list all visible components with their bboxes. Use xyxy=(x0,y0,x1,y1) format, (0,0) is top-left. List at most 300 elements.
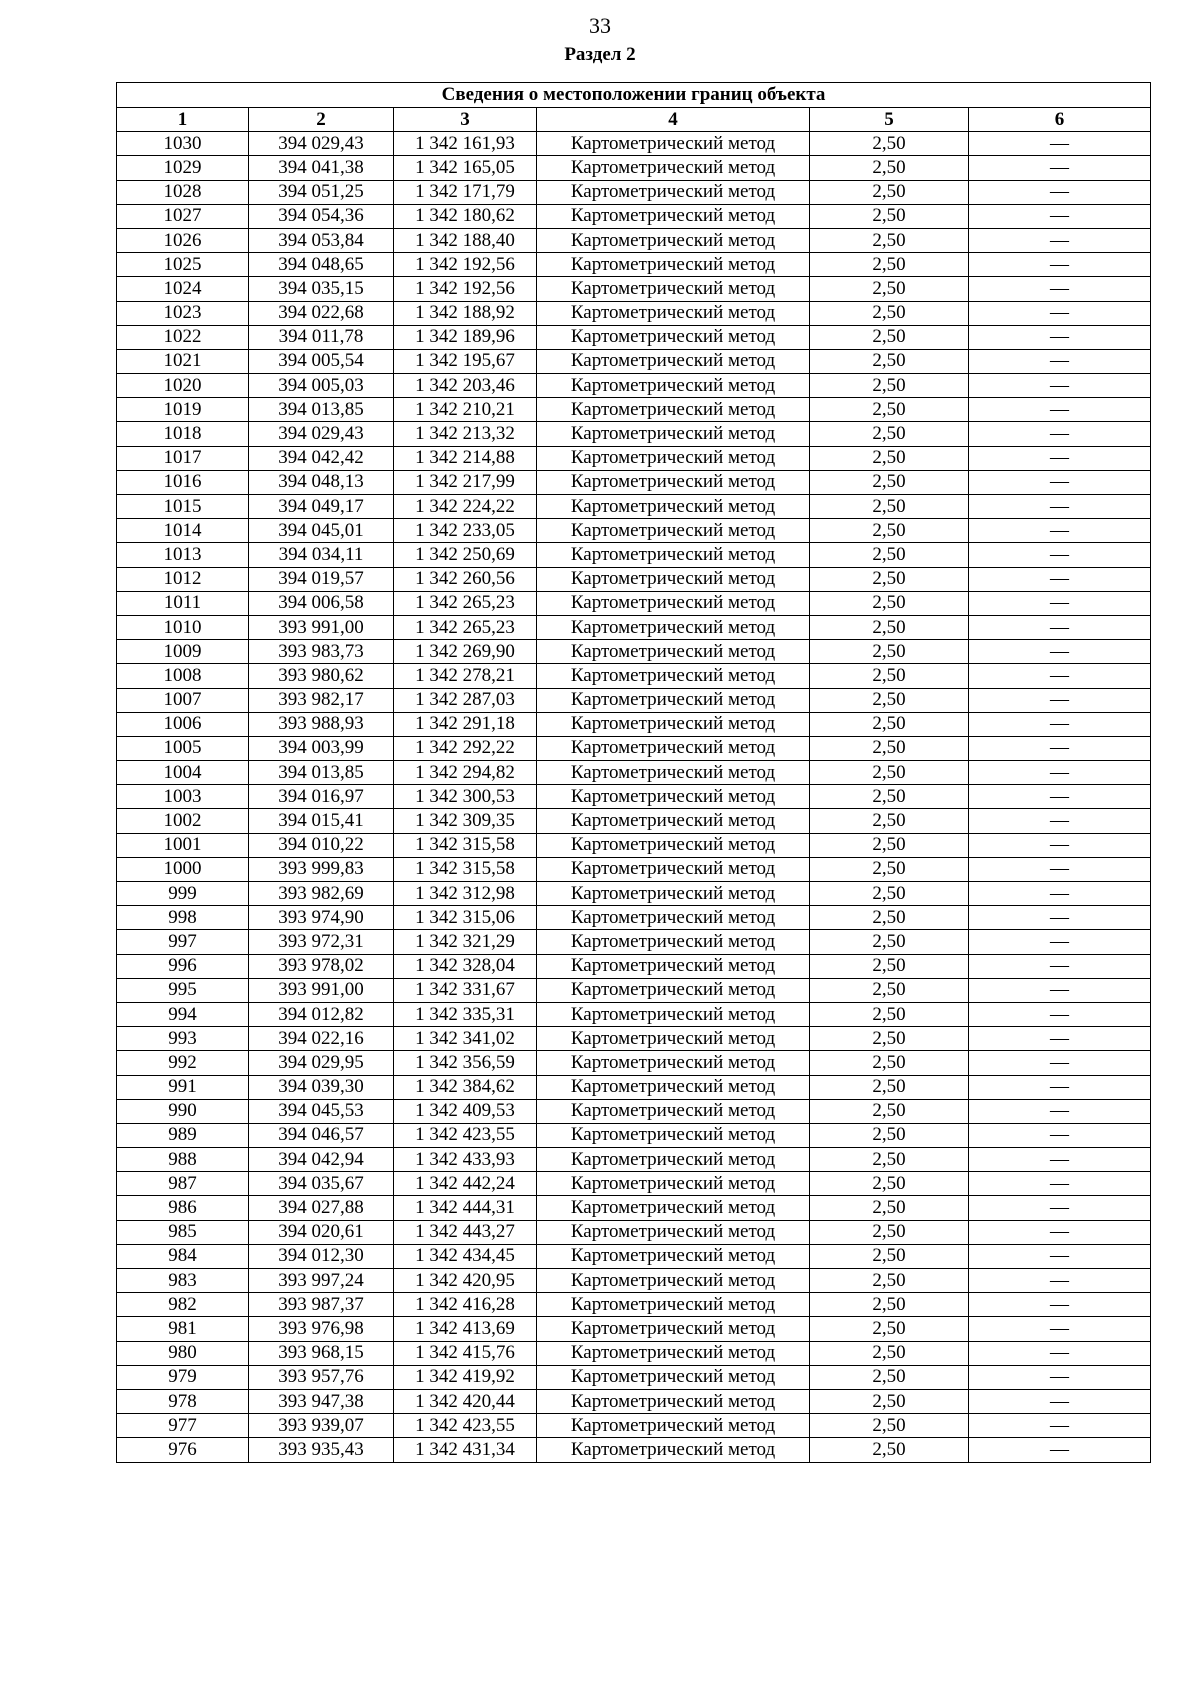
x-coordinate-cell: 394 015,41 xyxy=(249,809,394,833)
note-cell: — xyxy=(969,664,1151,688)
table-row xyxy=(117,615,1151,639)
x-coordinate-cell: 394 046,57 xyxy=(249,1123,394,1147)
table-row xyxy=(117,470,1151,494)
x-coordinate-cell: 394 029,43 xyxy=(249,422,394,446)
x-coordinate-cell: 394 051,25 xyxy=(249,180,394,204)
y-coordinate-cell: 1 342 300,53 xyxy=(394,785,537,809)
accuracy-cell: 2,50 xyxy=(810,809,969,833)
x-coordinate-cell: 393 988,93 xyxy=(249,712,394,736)
y-coordinate-cell: 1 342 384,62 xyxy=(394,1075,537,1099)
point-number-cell: 986 xyxy=(117,1196,249,1220)
note-cell: — xyxy=(969,156,1151,180)
table-row xyxy=(117,132,1151,156)
point-number-cell: 1026 xyxy=(117,228,249,252)
note-cell: — xyxy=(969,1438,1151,1462)
table-row xyxy=(117,930,1151,954)
point-number-cell: 1025 xyxy=(117,253,249,277)
accuracy-cell: 2,50 xyxy=(810,519,969,543)
table-row xyxy=(117,374,1151,398)
y-coordinate-cell: 1 342 434,45 xyxy=(394,1244,537,1268)
table-row xyxy=(117,422,1151,446)
method-cell: Картометрический метод xyxy=(537,664,810,688)
note-cell: — xyxy=(969,543,1151,567)
y-coordinate-cell: 1 342 321,29 xyxy=(394,930,537,954)
x-coordinate-cell: 394 012,82 xyxy=(249,1002,394,1026)
point-number-cell: 993 xyxy=(117,1027,249,1051)
method-cell: Картометрический метод xyxy=(537,543,810,567)
accuracy-cell: 2,50 xyxy=(810,228,969,252)
x-coordinate-cell: 394 020,61 xyxy=(249,1220,394,1244)
method-cell: Картометрический метод xyxy=(537,1123,810,1147)
x-coordinate-cell: 394 013,85 xyxy=(249,398,394,422)
note-cell: — xyxy=(969,736,1151,760)
x-coordinate-cell: 394 048,65 xyxy=(249,253,394,277)
section-title: Раздел 2 xyxy=(564,44,636,65)
note-cell: — xyxy=(969,882,1151,906)
x-coordinate-cell: 394 013,85 xyxy=(249,761,394,785)
table-header xyxy=(117,83,1151,132)
x-coordinate-cell: 394 053,84 xyxy=(249,228,394,252)
table-row xyxy=(117,446,1151,470)
accuracy-cell: 2,50 xyxy=(810,1341,969,1365)
table-row xyxy=(117,688,1151,712)
x-coordinate-cell: 393 999,83 xyxy=(249,857,394,881)
method-cell: Картометрический метод xyxy=(537,1269,810,1293)
column-header: 2 xyxy=(249,108,394,132)
method-cell: Картометрический метод xyxy=(537,1051,810,1075)
method-cell: Картометрический метод xyxy=(537,1293,810,1317)
x-coordinate-cell: 394 022,68 xyxy=(249,301,394,325)
x-coordinate-cell: 394 003,99 xyxy=(249,736,394,760)
table-row xyxy=(117,1269,1151,1293)
accuracy-cell: 2,50 xyxy=(810,664,969,688)
y-coordinate-cell: 1 342 217,99 xyxy=(394,470,537,494)
y-coordinate-cell: 1 342 315,58 xyxy=(394,857,537,881)
note-cell: — xyxy=(969,1027,1151,1051)
x-coordinate-cell: 393 991,00 xyxy=(249,978,394,1002)
point-number-cell: 1006 xyxy=(117,712,249,736)
method-cell: Картометрический метод xyxy=(537,1438,810,1462)
point-number-cell: 984 xyxy=(117,1244,249,1268)
method-cell: Картометрический метод xyxy=(537,253,810,277)
method-cell: Картометрический метод xyxy=(537,857,810,881)
note-cell: — xyxy=(969,398,1151,422)
accuracy-cell: 2,50 xyxy=(810,1389,969,1413)
y-coordinate-cell: 1 342 433,93 xyxy=(394,1148,537,1172)
accuracy-cell: 2,50 xyxy=(810,615,969,639)
note-cell: — xyxy=(969,591,1151,615)
point-number-cell: 1009 xyxy=(117,640,249,664)
accuracy-cell: 2,50 xyxy=(810,1002,969,1026)
x-coordinate-cell: 394 019,57 xyxy=(249,567,394,591)
note-cell: — xyxy=(969,180,1151,204)
method-cell: Картометрический метод xyxy=(537,156,810,180)
method-cell: Картометрический метод xyxy=(537,1172,810,1196)
y-coordinate-cell: 1 342 409,53 xyxy=(394,1099,537,1123)
note-cell: — xyxy=(969,1002,1151,1026)
y-coordinate-cell: 1 342 171,79 xyxy=(394,180,537,204)
x-coordinate-cell: 393 987,37 xyxy=(249,1293,394,1317)
x-coordinate-cell: 393 935,43 xyxy=(249,1438,394,1462)
accuracy-cell: 2,50 xyxy=(810,736,969,760)
y-coordinate-cell: 1 342 431,34 xyxy=(394,1438,537,1462)
table-row xyxy=(117,1002,1151,1026)
y-coordinate-cell: 1 342 413,69 xyxy=(394,1317,537,1341)
note-cell: — xyxy=(969,1172,1151,1196)
x-coordinate-cell: 394 045,01 xyxy=(249,519,394,543)
x-coordinate-cell: 393 972,31 xyxy=(249,930,394,954)
point-number-cell: 995 xyxy=(117,978,249,1002)
point-number-cell: 1028 xyxy=(117,180,249,204)
y-coordinate-cell: 1 342 189,96 xyxy=(394,325,537,349)
point-number-cell: 982 xyxy=(117,1293,249,1317)
table-row xyxy=(117,1317,1151,1341)
accuracy-cell: 2,50 xyxy=(810,930,969,954)
note-cell: — xyxy=(969,204,1151,228)
table-row xyxy=(117,543,1151,567)
method-cell: Картометрический метод xyxy=(537,906,810,930)
method-cell: Картометрический метод xyxy=(537,1075,810,1099)
note-cell: — xyxy=(969,785,1151,809)
table-row xyxy=(117,398,1151,422)
column-header: 3 xyxy=(394,108,537,132)
note-cell: — xyxy=(969,857,1151,881)
x-coordinate-cell: 393 939,07 xyxy=(249,1414,394,1438)
table-row xyxy=(117,1341,1151,1365)
x-coordinate-cell: 394 048,13 xyxy=(249,470,394,494)
method-cell: Картометрический метод xyxy=(537,1244,810,1268)
table-row xyxy=(117,495,1151,519)
y-coordinate-cell: 1 342 415,76 xyxy=(394,1341,537,1365)
y-coordinate-cell: 1 342 278,21 xyxy=(394,664,537,688)
accuracy-cell: 2,50 xyxy=(810,422,969,446)
x-coordinate-cell: 394 016,97 xyxy=(249,785,394,809)
point-number-cell: 992 xyxy=(117,1051,249,1075)
method-cell: Картометрический метод xyxy=(537,1389,810,1413)
table-row xyxy=(117,591,1151,615)
method-cell: Картометрический метод xyxy=(537,954,810,978)
x-coordinate-cell: 394 042,42 xyxy=(249,446,394,470)
note-cell: — xyxy=(969,495,1151,519)
point-number-cell: 1018 xyxy=(117,422,249,446)
table-row xyxy=(117,228,1151,252)
table-row xyxy=(117,978,1151,1002)
table-caption-row xyxy=(117,83,1151,108)
note-cell: — xyxy=(969,930,1151,954)
accuracy-cell: 2,50 xyxy=(810,398,969,422)
note-cell: — xyxy=(969,954,1151,978)
point-number-cell: 1014 xyxy=(117,519,249,543)
method-cell: Картометрический метод xyxy=(537,398,810,422)
accuracy-cell: 2,50 xyxy=(810,156,969,180)
x-coordinate-cell: 394 010,22 xyxy=(249,833,394,857)
note-cell: — xyxy=(969,228,1151,252)
note-cell: — xyxy=(969,301,1151,325)
accuracy-cell: 2,50 xyxy=(810,712,969,736)
x-coordinate-cell: 394 035,15 xyxy=(249,277,394,301)
table-row xyxy=(117,1051,1151,1075)
accuracy-cell: 2,50 xyxy=(810,495,969,519)
accuracy-cell: 2,50 xyxy=(810,1099,969,1123)
table-row xyxy=(117,882,1151,906)
method-cell: Картометрический метод xyxy=(537,591,810,615)
x-coordinate-cell: 394 005,03 xyxy=(249,374,394,398)
accuracy-cell: 2,50 xyxy=(810,761,969,785)
point-number-cell: 1015 xyxy=(117,495,249,519)
note-cell: — xyxy=(969,978,1151,1002)
y-coordinate-cell: 1 342 192,56 xyxy=(394,277,537,301)
method-cell: Картометрический метод xyxy=(537,446,810,470)
table-row xyxy=(117,349,1151,373)
note-cell: — xyxy=(969,325,1151,349)
y-coordinate-cell: 1 342 269,90 xyxy=(394,640,537,664)
accuracy-cell: 2,50 xyxy=(810,349,969,373)
table-caption: Сведения о местоположении границ объекта xyxy=(117,83,1151,108)
point-number-cell: 989 xyxy=(117,1123,249,1147)
point-number-cell: 1007 xyxy=(117,688,249,712)
column-header: 5 xyxy=(810,108,969,132)
accuracy-cell: 2,50 xyxy=(810,978,969,1002)
y-coordinate-cell: 1 342 192,56 xyxy=(394,253,537,277)
note-cell: — xyxy=(969,1051,1151,1075)
x-coordinate-cell: 394 049,17 xyxy=(249,495,394,519)
method-cell: Картометрический метод xyxy=(537,1196,810,1220)
table-row xyxy=(117,1172,1151,1196)
point-number-cell: 980 xyxy=(117,1341,249,1365)
y-coordinate-cell: 1 342 419,92 xyxy=(394,1365,537,1389)
accuracy-cell: 2,50 xyxy=(810,204,969,228)
note-cell: — xyxy=(969,470,1151,494)
table-row xyxy=(117,857,1151,881)
note-cell: — xyxy=(969,277,1151,301)
y-coordinate-cell: 1 342 335,31 xyxy=(394,1002,537,1026)
accuracy-cell: 2,50 xyxy=(810,132,969,156)
method-cell: Картометрический метод xyxy=(537,785,810,809)
accuracy-cell: 2,50 xyxy=(810,688,969,712)
table-row xyxy=(117,1123,1151,1147)
y-coordinate-cell: 1 342 420,95 xyxy=(394,1269,537,1293)
x-coordinate-cell: 393 968,15 xyxy=(249,1341,394,1365)
method-cell: Картометрический метод xyxy=(537,712,810,736)
accuracy-cell: 2,50 xyxy=(810,1244,969,1268)
table-row xyxy=(117,567,1151,591)
accuracy-cell: 2,50 xyxy=(810,301,969,325)
table-row xyxy=(117,1099,1151,1123)
note-cell: — xyxy=(969,422,1151,446)
x-coordinate-cell: 393 982,69 xyxy=(249,882,394,906)
note-cell: — xyxy=(969,1123,1151,1147)
table-row xyxy=(117,1414,1151,1438)
point-number-cell: 979 xyxy=(117,1365,249,1389)
y-coordinate-cell: 1 342 180,62 xyxy=(394,204,537,228)
x-coordinate-cell: 394 042,94 xyxy=(249,1148,394,1172)
point-number-cell: 1004 xyxy=(117,761,249,785)
note-cell: — xyxy=(969,906,1151,930)
table-row xyxy=(117,954,1151,978)
method-cell: Картометрический метод xyxy=(537,833,810,857)
accuracy-cell: 2,50 xyxy=(810,882,969,906)
method-cell: Картометрический метод xyxy=(537,978,810,1002)
accuracy-cell: 2,50 xyxy=(810,1220,969,1244)
method-cell: Картометрический метод xyxy=(537,761,810,785)
method-cell: Картометрический метод xyxy=(537,325,810,349)
note-cell: — xyxy=(969,1414,1151,1438)
y-coordinate-cell: 1 342 423,55 xyxy=(394,1414,537,1438)
x-coordinate-cell: 393 980,62 xyxy=(249,664,394,688)
accuracy-cell: 2,50 xyxy=(810,1148,969,1172)
y-coordinate-cell: 1 342 214,88 xyxy=(394,446,537,470)
y-coordinate-cell: 1 342 195,67 xyxy=(394,349,537,373)
table-row xyxy=(117,761,1151,785)
x-coordinate-cell: 394 027,88 xyxy=(249,1196,394,1220)
y-coordinate-cell: 1 342 328,04 xyxy=(394,954,537,978)
table-row xyxy=(117,1027,1151,1051)
y-coordinate-cell: 1 342 265,23 xyxy=(394,591,537,615)
table-row xyxy=(117,519,1151,543)
note-cell: — xyxy=(969,567,1151,591)
note-cell: — xyxy=(969,1293,1151,1317)
point-number-cell: 1023 xyxy=(117,301,249,325)
note-cell: — xyxy=(969,640,1151,664)
table-row xyxy=(117,1389,1151,1413)
method-cell: Картометрический метод xyxy=(537,1220,810,1244)
point-number-cell: 1011 xyxy=(117,591,249,615)
note-cell: — xyxy=(969,761,1151,785)
x-coordinate-cell: 394 011,78 xyxy=(249,325,394,349)
y-coordinate-cell: 1 342 331,67 xyxy=(394,978,537,1002)
method-cell: Картометрический метод xyxy=(537,1365,810,1389)
method-cell: Картометрический метод xyxy=(537,228,810,252)
x-coordinate-cell: 394 012,30 xyxy=(249,1244,394,1268)
note-cell: — xyxy=(969,132,1151,156)
note-cell: — xyxy=(969,349,1151,373)
method-cell: Картометрический метод xyxy=(537,422,810,446)
note-cell: — xyxy=(969,1365,1151,1389)
note-cell: — xyxy=(969,712,1151,736)
x-coordinate-cell: 393 983,73 xyxy=(249,640,394,664)
accuracy-cell: 2,50 xyxy=(810,277,969,301)
y-coordinate-cell: 1 342 356,59 xyxy=(394,1051,537,1075)
table-body xyxy=(117,132,1151,1462)
accuracy-cell: 2,50 xyxy=(810,1365,969,1389)
x-coordinate-cell: 394 039,30 xyxy=(249,1075,394,1099)
table-row xyxy=(117,833,1151,857)
accuracy-cell: 2,50 xyxy=(810,1172,969,1196)
point-number-cell: 985 xyxy=(117,1220,249,1244)
y-coordinate-cell: 1 342 444,31 xyxy=(394,1196,537,1220)
accuracy-cell: 2,50 xyxy=(810,1293,969,1317)
method-cell: Картометрический метод xyxy=(537,1341,810,1365)
y-coordinate-cell: 1 342 442,24 xyxy=(394,1172,537,1196)
accuracy-cell: 2,50 xyxy=(810,1075,969,1099)
accuracy-cell: 2,50 xyxy=(810,325,969,349)
method-cell: Картометрический метод xyxy=(537,349,810,373)
note-cell: — xyxy=(969,1075,1151,1099)
point-number-cell: 987 xyxy=(117,1172,249,1196)
method-cell: Картометрический метод xyxy=(537,1027,810,1051)
y-coordinate-cell: 1 342 287,03 xyxy=(394,688,537,712)
accuracy-cell: 2,50 xyxy=(810,1317,969,1341)
point-number-cell: 1010 xyxy=(117,615,249,639)
column-header: 6 xyxy=(969,108,1151,132)
x-coordinate-cell: 394 029,43 xyxy=(249,132,394,156)
note-cell: — xyxy=(969,615,1151,639)
accuracy-cell: 2,50 xyxy=(810,857,969,881)
note-cell: — xyxy=(969,1341,1151,1365)
table-row xyxy=(117,156,1151,180)
point-number-cell: 976 xyxy=(117,1438,249,1462)
x-coordinate-cell: 394 029,95 xyxy=(249,1051,394,1075)
point-number-cell: 997 xyxy=(117,930,249,954)
note-cell: — xyxy=(969,688,1151,712)
note-cell: — xyxy=(969,519,1151,543)
method-cell: Картометрический метод xyxy=(537,567,810,591)
x-coordinate-cell: 393 974,90 xyxy=(249,906,394,930)
point-number-cell: 1030 xyxy=(117,132,249,156)
method-cell: Картометрический метод xyxy=(537,180,810,204)
accuracy-cell: 2,50 xyxy=(810,954,969,978)
table-row xyxy=(117,1148,1151,1172)
point-number-cell: 1013 xyxy=(117,543,249,567)
point-number-cell: 1002 xyxy=(117,809,249,833)
point-number-cell: 1027 xyxy=(117,204,249,228)
point-number-cell: 994 xyxy=(117,1002,249,1026)
boundary-coordinates-table xyxy=(116,82,1151,1463)
method-cell: Картометрический метод xyxy=(537,1002,810,1026)
accuracy-cell: 2,50 xyxy=(810,1027,969,1051)
accuracy-cell: 2,50 xyxy=(810,640,969,664)
method-cell: Картометрический метод xyxy=(537,1099,810,1123)
point-number-cell: 1024 xyxy=(117,277,249,301)
table-row xyxy=(117,1220,1151,1244)
accuracy-cell: 2,50 xyxy=(810,1414,969,1438)
point-number-cell: 998 xyxy=(117,906,249,930)
y-coordinate-cell: 1 342 265,23 xyxy=(394,615,537,639)
method-cell: Картометрический метод xyxy=(537,374,810,398)
note-cell: — xyxy=(969,1244,1151,1268)
point-number-cell: 1029 xyxy=(117,156,249,180)
note-cell: — xyxy=(969,1269,1151,1293)
point-number-cell: 1020 xyxy=(117,374,249,398)
method-cell: Картометрический метод xyxy=(537,470,810,494)
x-coordinate-cell: 393 978,02 xyxy=(249,954,394,978)
method-cell: Картометрический метод xyxy=(537,640,810,664)
accuracy-cell: 2,50 xyxy=(810,591,969,615)
point-number-cell: 1017 xyxy=(117,446,249,470)
point-number-cell: 978 xyxy=(117,1389,249,1413)
table-row xyxy=(117,253,1151,277)
table-row xyxy=(117,1365,1151,1389)
table-row xyxy=(117,1438,1151,1462)
method-cell: Картометрический метод xyxy=(537,204,810,228)
table-row xyxy=(117,1075,1151,1099)
point-number-cell: 1008 xyxy=(117,664,249,688)
y-coordinate-cell: 1 342 309,35 xyxy=(394,809,537,833)
point-number-cell: 996 xyxy=(117,954,249,978)
x-coordinate-cell: 394 005,54 xyxy=(249,349,394,373)
table-row xyxy=(117,1196,1151,1220)
table-row xyxy=(117,277,1151,301)
column-header: 4 xyxy=(537,108,810,132)
note-cell: — xyxy=(969,446,1151,470)
point-number-cell: 1005 xyxy=(117,736,249,760)
y-coordinate-cell: 1 342 341,02 xyxy=(394,1027,537,1051)
method-cell: Картометрический метод xyxy=(537,277,810,301)
accuracy-cell: 2,50 xyxy=(810,253,969,277)
y-coordinate-cell: 1 342 203,46 xyxy=(394,374,537,398)
page-number: 33 xyxy=(589,13,611,38)
method-cell: Картометрический метод xyxy=(537,809,810,833)
